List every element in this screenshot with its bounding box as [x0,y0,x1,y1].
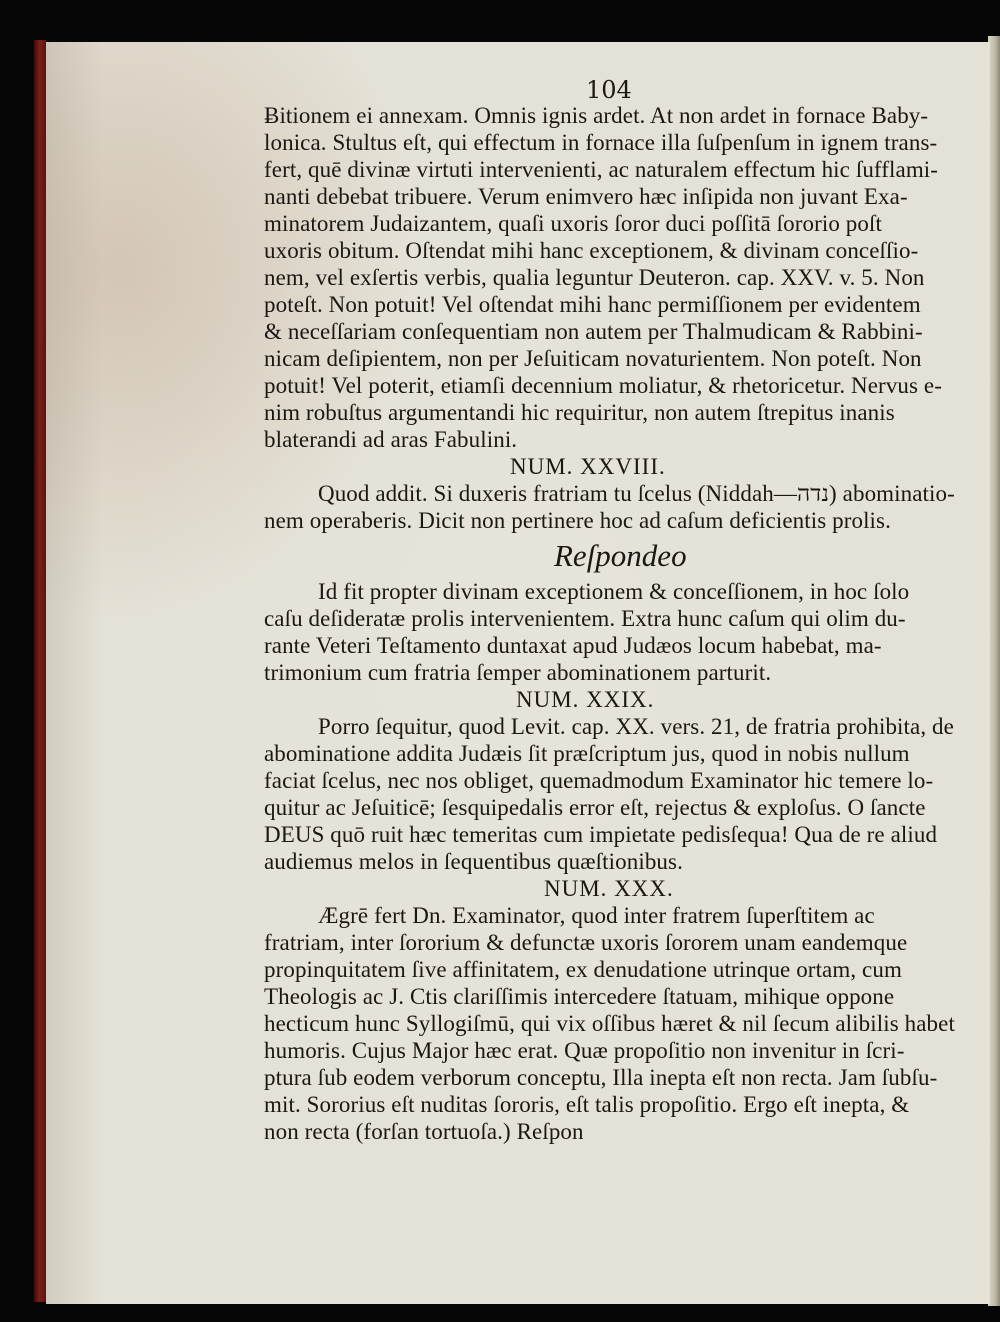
text-line: Quod addit. Si duxeris fratriam tu ſcelus (Niddah—נדה) abominatio- [318,481,955,506]
section-heading-xxx: NUM. XXX. [544,876,674,901]
respondeo-heading: Reſpondeo [554,538,687,573]
text-line: blaterandi ad aras Fabulini. [264,427,518,452]
text-line: & neceſſariam conſequentiam non autem per Thalmudicam & Rabbini- [264,319,923,344]
text-line: nicam deſipientem, non per Jeſuiticam novaturientem. Non poteſt. Non [264,346,922,371]
text-line: mit. Sororius eſt nuditas ſororis, eſt talis propoſitio. Ergo eſt inepta, & [264,1092,910,1117]
text-line: rante Veteri Teſtamento duntaxat apud Judæos locum habebat, ma- [264,633,882,658]
text-line: nim robuſtus argumentandi hic requiritur, non autem ſtrepitus inanis [264,400,895,425]
text-line: Id fit propter divinam exceptionem & conceſſionem, in hoc ſolo [318,579,910,604]
text-line: lonica. Stultus eſt, qui effectum in fornace illa ſuſpenſum in ignem trans- [264,130,938,155]
text-line: non recta (forſan tortuoſa.) Reſpon [264,1119,584,1144]
text-line: uxoris obitum. Oſtendat mihi hanc exceptionem, & divinam conceſſio- [264,238,919,263]
text-line: Theologis ac J. Ctis clariſſimis intercedere ſtatuam, mihique oppone [264,984,895,1009]
text-line: nanti debebat tribuere. Verum enimvero hæc inſipida non juvant Exa- [264,184,908,209]
text-line: potuit! Vel poterit, etiamſi decennium moliatur, & rhetoricetur. Nervus e- [264,373,942,398]
text-line: Porro ſequitur, quod Levit. cap. XX. vers. 21, de fratria prohibita, de [318,714,954,739]
text-line: audiemus melos in ſequentibus quæſtionibus. [264,849,683,874]
text-line: fert, quē divinæ virtuti intervenienti, ac naturalem effectum hic ſufflami- [264,157,939,182]
book-binding-edge [34,40,46,1302]
text-line: minatorem Judaizantem, quaſi uxoris ſoror duci poſſitā ſororio poſt [264,211,882,236]
text-line: propinquitatem ſive affinitatem, ex denudatione utrinque ortam, cum [264,957,902,982]
page-text-body [264,102,988,1145]
text-line: poteſt. Non potuit! Vel oſtendat mihi hanc permiſſionem per evidentem [264,292,921,317]
page-number: 104 [586,76,632,104]
text-line: trimonium cum fratria ſemper abominationem parturit. [264,660,772,685]
book-page [46,42,990,1304]
text-line: caſu deſideratæ prolis intervenientem. Extra hunc caſum qui olim du- [264,606,906,631]
text-line: Ƀitionem ei annexam. Omnis ignis ardet. At non ardet in fornace Baby- [264,103,929,128]
text-line: Ægrē fert Dn. Examinator, quod inter fratrem ſuperſtitem ac [318,903,875,928]
text-line: nem operaberis. Dicit non pertinere hoc ad caſum deficientis prolis. [264,508,891,533]
text-line: DEUS quō ruit hæc temeritas cum impietate pedisſequa! Qua de re aliud [264,822,938,847]
text-line: faciat ſcelus, nec nos obliget, quemadmodum Examinator hic temere lo- [264,768,934,793]
text-line: nem, vel exſertis verbis, qualia leguntur Deuteron. cap. XXV. v. 5. Non [264,265,925,290]
text-line: ptura ſub eodem verborum conceptu, Illa inepta eſt non recta. Jam ſubſu- [264,1065,938,1090]
section-heading-xxix: NUM. XXIX. [516,687,655,712]
text-line: fratriam, inter ſororium & defunctæ uxoris ſororem unam eandemque [264,930,908,955]
text-line: quitur ac Jeſuiticē; ſesquipedalis error eſt, rejectus & exploſus. O ſancte [264,795,926,820]
text-line: hecticum hunc Syllogiſmū, qui vix oſſibus hæret & nil ſecum alibilis habet [264,1011,955,1036]
text-line: abominatione addita Judæis ſit præſcriptum jus, quod in nobis nullum [264,741,910,766]
section-heading-xxviii: NUM. XXVIII. [510,454,666,479]
text-line: humoris. Cujus Major hæc erat. Quæ propoſitio non invenitur in ſcri- [264,1038,905,1063]
